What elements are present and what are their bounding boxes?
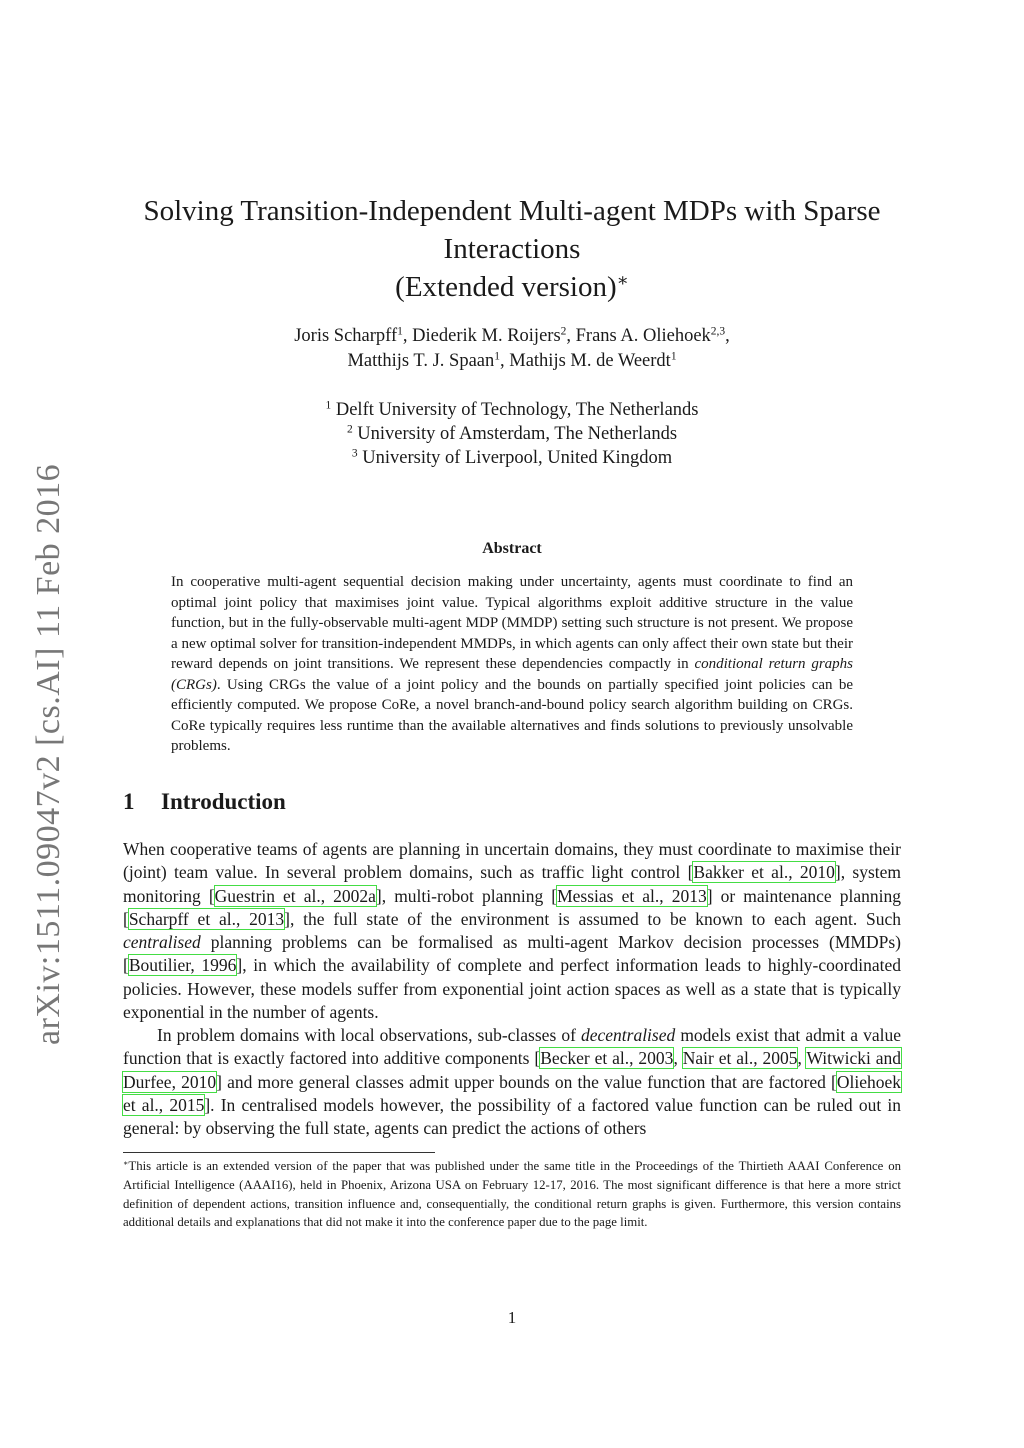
citation-link[interactable]: Boutilier, 1996 [128,955,237,976]
citation-link[interactable]: Scharpff et al., 2013 [128,908,285,929]
footnote [123,1157,901,1232]
affiliation-name: University of Amsterdam, The Netherlands [357,424,678,444]
citation-link[interactable]: Guestrin et al., 2002a [214,885,376,906]
title-line-1: Solving Transition-Independent Multi-agent MDPs with Sparse [143,195,881,227]
citation-link[interactable]: Oliehoek et al., 2015 [123,1071,902,1115]
author-sup: 2,3 [710,325,726,338]
affiliation-amsterdam [0,422,1024,446]
paragraph-text: ] or maintenance planning [ [123,885,901,929]
footnote-mark: ∗ [123,1158,129,1168]
abstract-text: In cooperative multi-agent sequential decision making under uncertainty, agents must coordinate to find an optimal joint policy that maximises joint value. Typical algorithms exploit additive structure in the value function, but in the fully-observable multi-agent MDP (MMDP) setting such structure is not present. We propose a new optimal solver for transition-independent MMDPs, in which agents can only affect their own state but their reward depends on joint transitions. We represent these dependencies compactly in [171,574,853,672]
affiliation-liverpool [0,446,1024,470]
paragraph-text: ], in which the availability of complete and perfect information leads to highly-coordinated policies. However, these models suffer from exponential joint action spaces as well as a state that is typically exponential in the number of agents. [123,955,901,1023]
abstract-body [171,572,853,757]
paragraph-text: ], system monitoring [ [123,862,901,906]
author-sup: 2 [560,325,567,338]
affiliation-list [0,398,1024,470]
paragraph-text: models exist that admit a value function that is exactly factored into additive components [ [123,1025,901,1069]
paragraph-text: When cooperative teams of agents are planning in uncertain domains, they must coordinate to maximise their (joint) team value. In several problem domains, such as traffic light control [ [123,839,901,883]
footnote-divider [123,1152,435,1153]
title-line-2: Interactions [443,233,581,265]
author-separator: , [725,326,730,346]
affiliation-number: 2 [346,423,353,436]
abstract-heading: Abstract [482,540,542,557]
intro-paragraph-2 [123,1024,901,1140]
citation-link[interactable]: Witwicki and Durfee, 2010 [123,1048,902,1092]
paragraph-text: , [797,1048,807,1069]
author-spaan: Matthijs T. J. Spaan [347,351,495,371]
affiliation-name: University of Liverpool, United Kingdom [362,448,673,468]
footnote-text: This article is an extended version of the paper that was published under the same title in the Proceedings of the Thirtieth AAAI Conference on Artificial Intelligence (AAAI16), held in Phoenix, Arizona USA on February 12-17, 2016. The most significant difference is that here a more strict definition of dependent actions, transition influence and, consequentially, the conditional return graphs is given. Furthermore, this version contains additional details and explanations that did not make it into the conference paper due to the page limit. [123,1159,901,1230]
affiliation-number: 3 [351,447,358,460]
section-heading-introduction [123,789,286,815]
author-list [0,324,1024,374]
section-title: Introduction [161,789,286,814]
emphasis-text: decentralised [580,1025,676,1045]
paper-title [0,192,1024,306]
paragraph-text: , [673,1048,683,1069]
paragraph-text: planning problems can be formalised as multi-agent Markov decision processes (MMDPs) [ [123,932,901,976]
affiliation-name: Delft University of Technology, The Netherlands [335,400,699,420]
abstract-text: . Using CRGs the value of a joint policy and the bounds on partially specified joint policies can be efficiently computed. We propose CoRe, a novel branch-and-bound policy search algorithm building on CRGs. CoRe typically requires less runtime than the available alternatives and finds solutions to previously unsolvable problems. [171,676,853,754]
section-number: 1 [123,789,135,814]
intro-paragraph-1 [123,838,901,1024]
citation-link[interactable]: Bakker et al., 2010 [693,862,835,883]
affiliation-delft [0,398,1024,422]
paragraph-text: ] and more general classes admit upper bounds on the value function that are factored [ [216,1071,837,1092]
affiliation-number: 1 [325,399,332,412]
author-sup: 1 [670,350,677,363]
author-sup: 1 [494,350,500,363]
paragraph-text: In problem domains with local observations, sub-classes of [157,1025,581,1045]
page-number: 1 [507,1308,517,1327]
author-oliehoek: , Frans A. Oliehoek [566,326,711,346]
paragraph-text: ], the full state of the environment is assumed to be known to each agent. Such [284,908,901,929]
author-sup: 1 [397,325,403,338]
author-roijers: , Diederik M. Roijers [402,326,561,346]
citation-link[interactable]: Becker et al., 2003 [540,1048,674,1069]
abstract-emphasis: conditional return graphs (CRGs) [171,656,854,693]
author-line-2 [0,349,1024,374]
citation-link[interactable]: Messias et al., 2013 [557,885,707,906]
emphasis-text: centralised [123,932,201,953]
arxiv-side-label: arXiv:1511.09047v2 [cs.AI] 11 Feb 2016 [30,463,67,1045]
author-line-1 [0,324,1024,349]
paragraph-text: ], multi-robot planning [ [375,885,558,906]
paragraph-text: ]. In centralised models however, the possibility of a factored value function can be ruled out in general: by observing the full state, agents can predict the actions of others [123,1094,901,1139]
author-de-weerdt: , Mathijs M. de Weerdt [500,351,671,371]
title-footnote-mark: ∗ [616,270,629,291]
author-scharpff: Joris Scharpff [294,326,398,346]
title-line-3 [0,268,1024,306]
title-line-3-text: (Extended version) [395,271,617,303]
citation-link[interactable]: Nair et al., 2005 [682,1048,798,1069]
